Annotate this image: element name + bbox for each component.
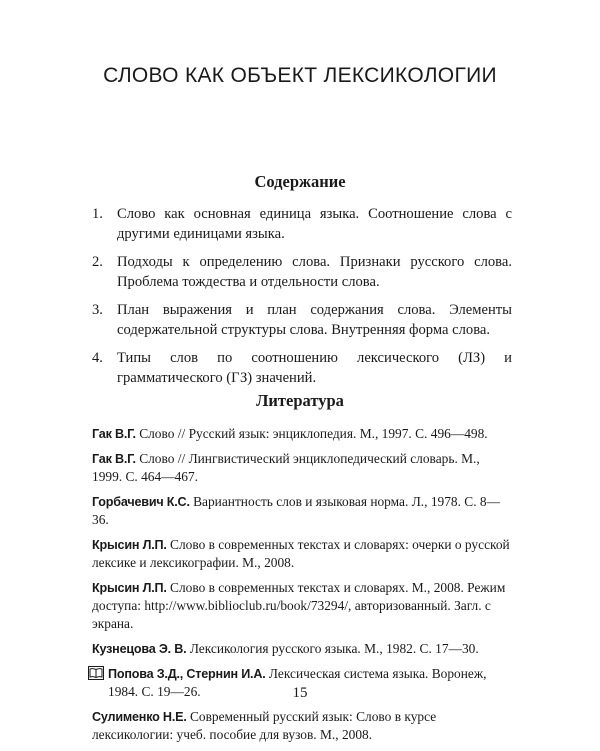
contents-item-2 (92, 252, 512, 292)
literature-entry (92, 450, 512, 486)
contents-heading: Содержание (254, 172, 346, 191)
contents-item-text: Подходы к определению слова. Признаки русского слова. Проблема тождества и отдельности слова. (117, 254, 512, 290)
contents-item-text: План выражения и план содержания слова. Элементы содержательной структуры слова. Внутренняя форма слова. (117, 302, 512, 338)
entry-text: Слово // Лингвистический энциклопедический словарь. М., 1999. С. 464—467. (92, 451, 480, 484)
literature-entry (92, 493, 512, 529)
contents-list (92, 204, 512, 396)
entry-author: Гак В.Г. (92, 452, 136, 466)
entry-text: Слово в современных текстах и словарях. М., 2008. Режим доступа: http://www.biblioclub.ru/book/73294/, авторизованный. Загл. с экрана. (92, 580, 506, 631)
page-number: 15 (292, 685, 308, 701)
entry-author: Попова З.Д., Стернин И.А. (108, 667, 266, 681)
open-book-icon (88, 666, 104, 680)
literature-heading: Литература (256, 391, 344, 410)
literature-entry (92, 640, 512, 658)
contents-item-1 (92, 204, 512, 244)
entry-text: Лексикология русского языка. М., 1982. С. 17—30. (186, 641, 479, 656)
page-title: СЛОВО КАК ОБЪЕКТ ЛЕКСИКОЛОГИИ (103, 64, 497, 87)
literature-entry (92, 425, 512, 443)
contents-item-number: 3. (92, 302, 103, 318)
contents-item-number: 4. (92, 350, 103, 366)
literature-list (92, 425, 512, 751)
contents-item-number: 1. (92, 206, 103, 222)
entry-text: Вариантность слов и языковая норма. Л., 1978. С. 8—36. (92, 494, 501, 527)
entry-author: Кузнецова Э. В. (92, 642, 187, 656)
literature-entry (92, 708, 512, 744)
contents-item-3 (92, 300, 512, 340)
entry-author: Сулименко Н.Е. (92, 710, 187, 724)
contents-item-4 (92, 348, 512, 388)
contents-item-number: 2. (92, 254, 103, 270)
literature-entry (92, 536, 512, 572)
literature-entry (92, 579, 512, 633)
entry-text: Современный русский язык: Слово в курсе лексикологии: учеб. пособие для вузов. М., 2008. (92, 709, 437, 742)
entry-author: Крысин Л.П. (92, 538, 167, 552)
entry-text: Слово // Русский язык: энциклопедия. М., 1997. С. 496—498. (135, 426, 488, 441)
contents-item-text: Слово как основная единица языка. Соотношение слова с другими единицами языка. (117, 206, 512, 242)
entry-author: Крысин Л.П. (92, 581, 167, 595)
entry-author: Гак В.Г. (92, 427, 136, 441)
entry-text: Слово в современных текстах и словарях: очерки о русской лексике и лексикографии. М., 2008. (92, 537, 510, 570)
entry-text: Лексическая система языка. Воронеж, 1984. С. 19—26. (108, 666, 487, 699)
entry-author: Горбачевич К.С. (92, 495, 190, 509)
contents-item-text: Типы слов по соотношению лексического (ЛЗ) и грамматического (ГЗ) значений. (117, 350, 512, 386)
